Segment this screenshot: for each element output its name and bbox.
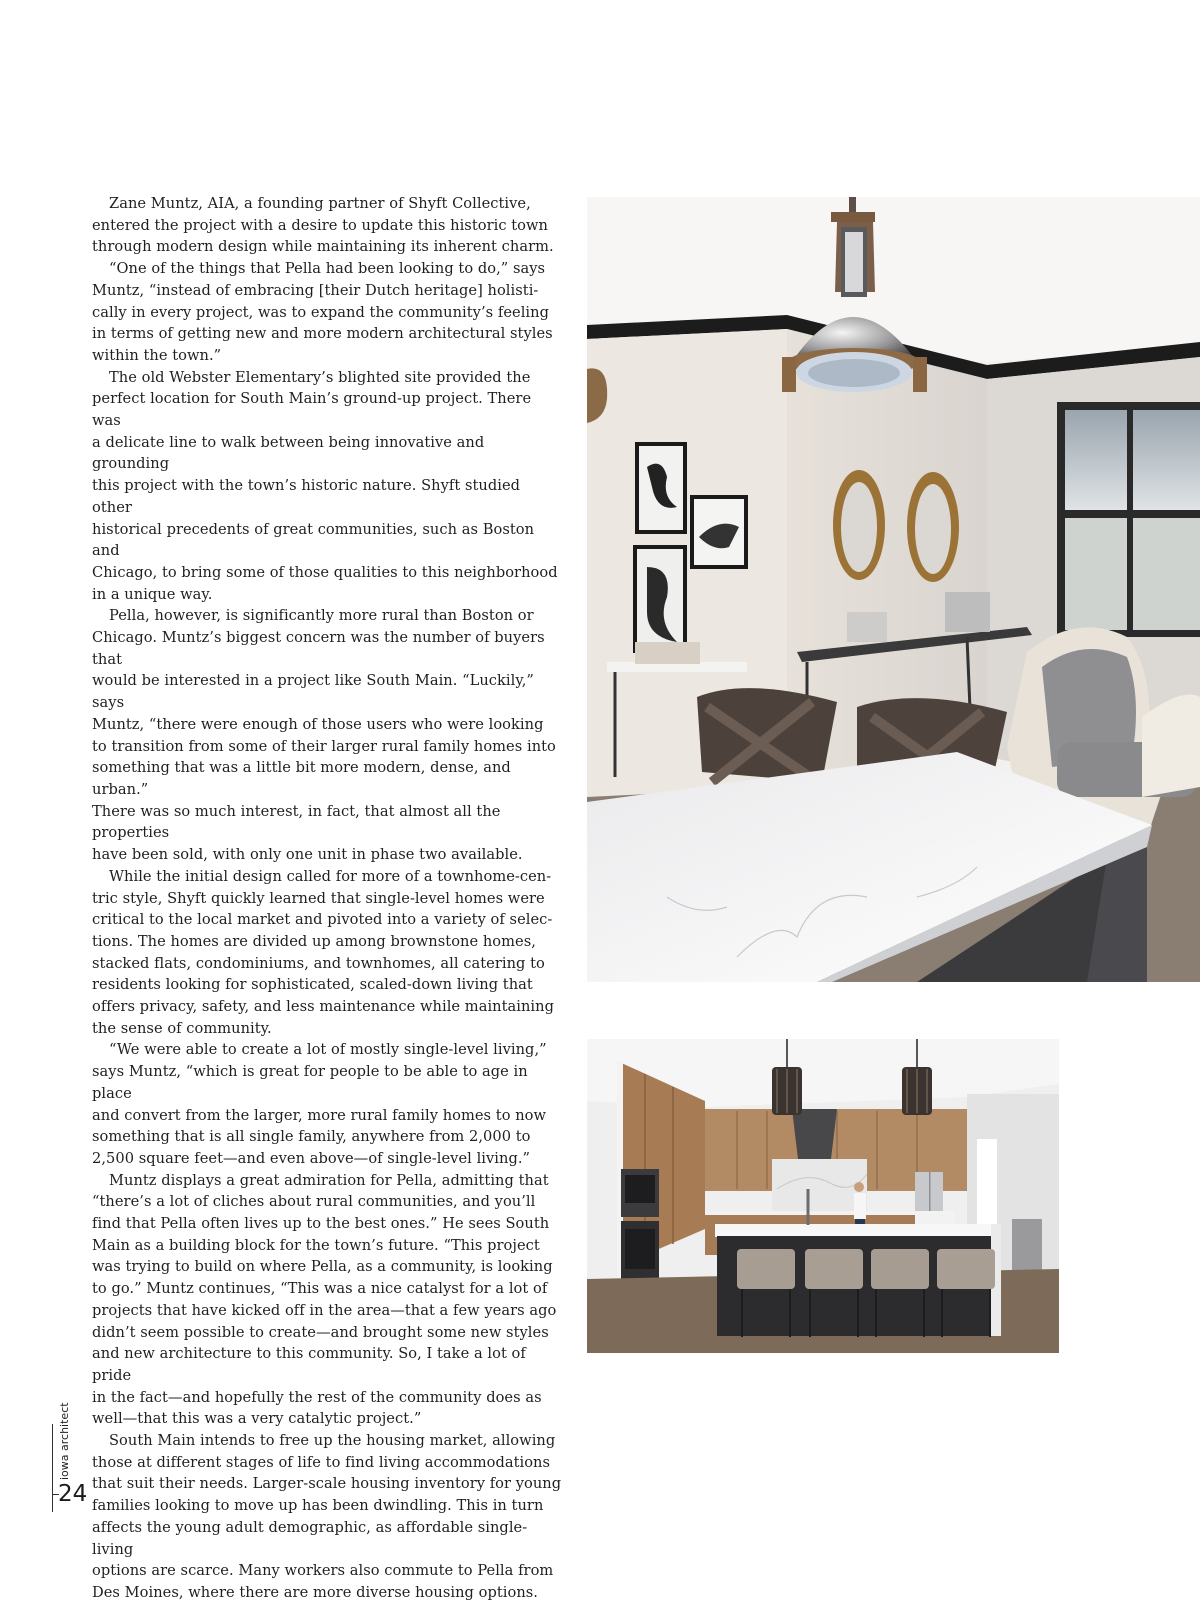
article-body bbox=[92, 193, 564, 1604]
paragraph: “One of the things that Pella had been looking to do,” says Muntz, “instead of embracing [their Dutch heritage] holisti- cally in every project, was to expand the community’s feeling in terms of getting new and more modern architectural styles within the town.” bbox=[92, 260, 553, 364]
publication-name: iowa architect bbox=[58, 1402, 71, 1480]
page-number: 24 bbox=[58, 1481, 88, 1507]
paragraph: Pella, however, is significantly more rural than Boston or Chicago. Muntz’s biggest concern was the number of buyers that would be interested in a project like South Main. “Luckily,” says Muntz, “there were enough of those users who were looking to transition from some of their larger rural family homes into something that was a little bit more modern, dense, and urban.” There was so much interest, in fact, that almost all the properties have been sold, with only one unit in phase two available. bbox=[92, 607, 556, 864]
footer-rule bbox=[52, 1424, 53, 1512]
paragraph: While the initial design called for more of a townhome-cen- tric style, Shyft quickly learned that single-level homes were critical to the local market and pivoted into a variety of selec- tions. The homes are divided up among brownstone homes, stacked flats, condominiums, and townhomes, all catering to residents looking for sophisticated, scaled-down living that offers privacy, safety, and less maintenance while maintaining the sense of community. bbox=[92, 867, 554, 1037]
dining-room-photo bbox=[587, 197, 1200, 982]
paragraph: The old Webster Elementary’s blighted site provided the perfect location for South Main’s ground-up project. There was a delicate line to walk between being innovative and grounding this project with the town’s historic nature. Shyft studied other historical precedents of great communities, such as Boston and Chicago, to bring some of those qualities to this neighborhood in a unique way. bbox=[92, 368, 558, 603]
paragraph: “We were able to create a lot of mostly single-level living,” says Muntz, “which is great for people to be able to age in place and convert from the larger, more rural family homes to now something that is all single family, anywhere from 2,000 to 2,500 square feet—and even above—of single-level living.” bbox=[92, 1041, 547, 1167]
paragraph: South Main intends to free up the housing market, allowing those at different stages of life to find living accommodations that suit their needs. Larger-scale housing inventory for young families looking to move up has been dwindling. This in turn affects the young adult demographic, as affordable single-living options are scarce. Many workers also commute to Pella from Des Moines, where there are more diverse housing options. bbox=[92, 1432, 562, 1601]
page-footer bbox=[32, 1402, 92, 1514]
paragraph: Muntz displays a great admiration for Pella, admitting that “there’s a lot of cliches about rural communities, and you’ll find that Pella often lives up to the best ones.” He sees South Main as a building block for the town’s future. “This project was trying to build on where Pella, as a community, is looking to go.” Muntz continues, “This was a nice catalyst for a lot of projects that have kicked off in the area—that a few years ago didn’t seem possible to create—and brought some new styles and new architecture to this community. So, I take a lot of pride in the fact—and hopefully the rest of the community does as well—that this was a very catalytic project.” bbox=[92, 1171, 557, 1428]
paragraph: Zane Muntz, AIA, a founding partner of Shyft Collective, entered the project with a desire to update this historic town through modern design while maintaining its inherent charm. bbox=[92, 195, 554, 256]
kitchen-photo bbox=[587, 1039, 1059, 1353]
